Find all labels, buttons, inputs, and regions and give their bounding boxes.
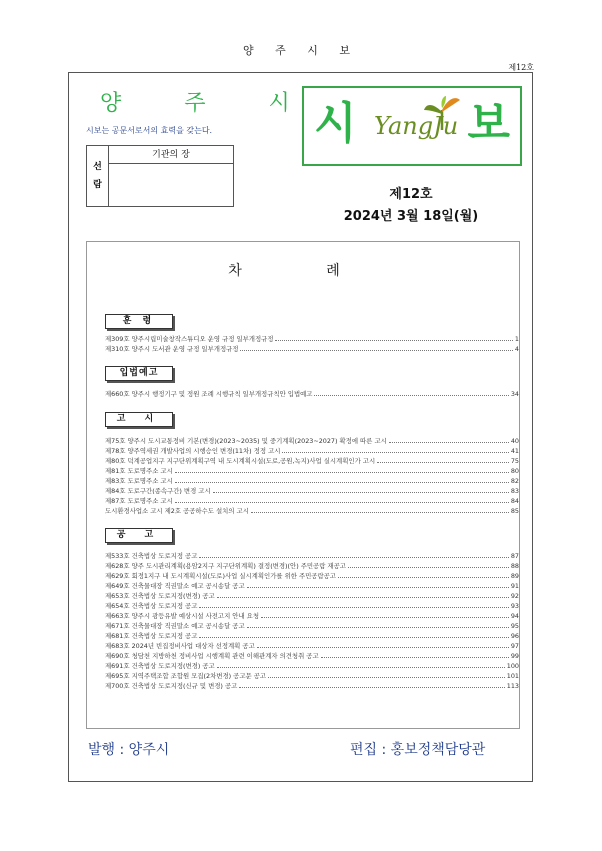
toc-item-title: 제309호 양주시립미술창작스튜디오 운영 규정 일부개정규정 xyxy=(105,335,274,343)
logo-wordmark: YangJu xyxy=(374,112,459,140)
toc-item[interactable] xyxy=(105,496,519,505)
toc-item-title: 제683호 2024년 빈집정비사업 대상자 선정계획 공고 xyxy=(105,642,255,650)
toc-item[interactable] xyxy=(105,389,519,398)
logo-si-char: 시 xyxy=(314,98,357,149)
toc-item-page: 4 xyxy=(514,345,519,353)
section-header-public-notices: 공 고 xyxy=(105,528,173,543)
toc-item-title: 제533호 건축법상 도로지정 공고 xyxy=(105,552,198,560)
toc-item-title: 제654호 건축법상 도로지정 공고 xyxy=(105,602,198,610)
toc-item-title: 제628호 양주 도시관리계획(용암2지구 지구단위계획) 결정(변경)(안) 주민공람 재공고 xyxy=(105,562,346,570)
toc-item-page: 89 xyxy=(510,572,519,580)
toc-item[interactable] xyxy=(105,571,519,580)
toc-item[interactable] xyxy=(105,671,519,680)
toc-item[interactable] xyxy=(105,476,519,485)
section-header-announcements: 고 시 xyxy=(105,412,173,427)
toc-title: 차 례 xyxy=(228,263,380,279)
issue-corner-label: 제12호 xyxy=(508,63,534,72)
toc-item-title: 제695호 지역주택조합 조합원 모집(2차변경) 공고문 공고 xyxy=(105,672,267,680)
toc-item-title: 제660호 양주시 행정기구 및 정원 조례 시행규칙 일부개정규칙안 입법예고 xyxy=(105,390,313,398)
issue-number: 제12호 xyxy=(389,187,433,202)
toc-item-page: 84 xyxy=(510,497,519,505)
toc-item-title: 제75호 양주시 도시교통정비 기본(변경)(2023~2035) 및 중기계획(2023~2027) 확정에 따른 고시 xyxy=(105,437,387,445)
approval-header: 기관의 장 xyxy=(109,146,233,164)
table-of-contents xyxy=(86,241,520,729)
toc-item-page: 92 xyxy=(510,592,519,600)
toc-item-title: 제671호 건축물대장 직권말소 예고 공시송달 공고 xyxy=(105,622,245,630)
toc-item[interactable] xyxy=(105,661,519,670)
toc-item-page: 83 xyxy=(510,487,519,495)
toc-item[interactable] xyxy=(105,601,519,610)
toc-item-title: 제691호 건축법상 도로지정(변경) 공고 xyxy=(105,662,215,670)
toc-item-title: 제78호 양주역세권 개발사업의 시행승인 변경(11차) 정정 고시 xyxy=(105,447,281,455)
toc-item-page: 99 xyxy=(510,652,519,660)
toc-item-page: 87 xyxy=(510,552,519,560)
toc-item[interactable] xyxy=(105,561,519,570)
toc-item-title: 제653호 건축법상 도로지정(변경) 공고 xyxy=(105,592,215,600)
toc-item-page: 34 xyxy=(510,390,519,398)
toc-item[interactable] xyxy=(105,641,519,650)
toc-item-title: 제87호 도로명주소 고시 xyxy=(105,497,173,505)
toc-item[interactable] xyxy=(105,506,519,515)
approval-side-label xyxy=(87,146,109,206)
toc-item-page: 91 xyxy=(510,582,519,590)
legal-notice: 시보는 공문서로서의 효력을 갖는다. xyxy=(86,126,213,135)
toc-item-page: 96 xyxy=(510,632,519,640)
toc-item[interactable] xyxy=(105,456,519,465)
toc-item-title: 도시환경사업소 고시 제2호 공공하수도 설치의 고시 xyxy=(105,507,249,515)
toc-item-title: 제310호 양주시 도서관 운영 규정 일부개정규정 xyxy=(105,345,239,353)
toc-item-page: 113 xyxy=(506,682,519,690)
toc-item-title: 제663호 양주시 광등유발 예상시설 사전고지 안내 요청 xyxy=(105,612,260,620)
toc-item[interactable] xyxy=(105,436,519,445)
toc-item[interactable] xyxy=(105,591,519,600)
toc-item[interactable] xyxy=(105,631,519,640)
toc-item[interactable] xyxy=(105,344,519,353)
section-header-directives: 훈 령 xyxy=(105,314,173,329)
approval-table xyxy=(86,145,234,207)
toc-item-page: 41 xyxy=(510,447,519,455)
toc-item-title: 제83호 도로명주소 고시 xyxy=(105,477,173,485)
toc-item-page: 85 xyxy=(510,507,519,515)
toc-item[interactable] xyxy=(105,334,519,343)
toc-item-page: 80 xyxy=(510,467,519,475)
logo-bo-char: 보 xyxy=(467,98,510,149)
toc-item-page: 100 xyxy=(506,662,519,670)
toc-item-page: 88 xyxy=(510,562,519,570)
toc-item[interactable] xyxy=(105,681,519,690)
toc-item-title: 제681호 건축법상 도로지정 공고 xyxy=(105,632,198,640)
editor-label: 편집 : 홍보정책담당관 xyxy=(350,742,486,758)
toc-item-page: 75 xyxy=(510,457,519,465)
toc-item-page: 93 xyxy=(510,602,519,610)
toc-item-title: 제649호 건축물대장 직권말소 예고 공시송달 공고 xyxy=(105,582,245,590)
section-header-legislative-notice: 입법예고 xyxy=(105,366,173,381)
toc-item[interactable] xyxy=(105,611,519,620)
publisher-label: 발행 : 양주시 xyxy=(88,742,170,758)
bulletin-logo xyxy=(302,86,522,166)
toc-item-title: 제80호 덕계공업지구 지구단위계획구역 내 도시계획시설(도로,공원,녹지)사업 실시계획인가 고시 xyxy=(105,457,376,465)
toc-item-page: 97 xyxy=(510,642,519,650)
approval-side-char-2: 람 xyxy=(93,180,102,190)
toc-item-page: 40 xyxy=(510,437,519,445)
city-name: 양 주 시 xyxy=(100,91,318,116)
toc-item-title: 제700호 건축법상 도로지정(신규 및 변경) 공고 xyxy=(105,682,238,690)
toc-item[interactable] xyxy=(105,581,519,590)
toc-item-title: 제690호 청담천 지방하천 정비사업 시행계획 관련 이해관계자 의견청취 공고 xyxy=(105,652,319,660)
toc-item[interactable] xyxy=(105,621,519,630)
toc-item[interactable] xyxy=(105,466,519,475)
toc-item-title: 제84호 도로구간(종속구간) 변경 고시 xyxy=(105,487,211,495)
toc-item[interactable] xyxy=(105,486,519,495)
toc-item-page: 1 xyxy=(514,335,519,343)
approval-side-char-1: 선 xyxy=(93,162,102,172)
toc-item-page: 82 xyxy=(510,477,519,485)
toc-item[interactable] xyxy=(105,651,519,660)
toc-item-title: 제81호 도로명주소 고시 xyxy=(105,467,173,475)
toc-item-page: 94 xyxy=(510,612,519,620)
toc-item-page: 101 xyxy=(506,672,519,680)
bulletin-title: 양 주 시 보 xyxy=(243,44,359,57)
toc-item-title: 제629호 회정1지구 내 도시계획시설(도로)사업 실시계획인가를 위한 주민공람공고 xyxy=(105,572,336,580)
toc-item-page: 95 xyxy=(510,622,519,630)
toc-item[interactable] xyxy=(105,551,519,560)
issue-date: 2024년 3월 18일(월) xyxy=(343,209,479,224)
toc-item[interactable] xyxy=(105,446,519,455)
